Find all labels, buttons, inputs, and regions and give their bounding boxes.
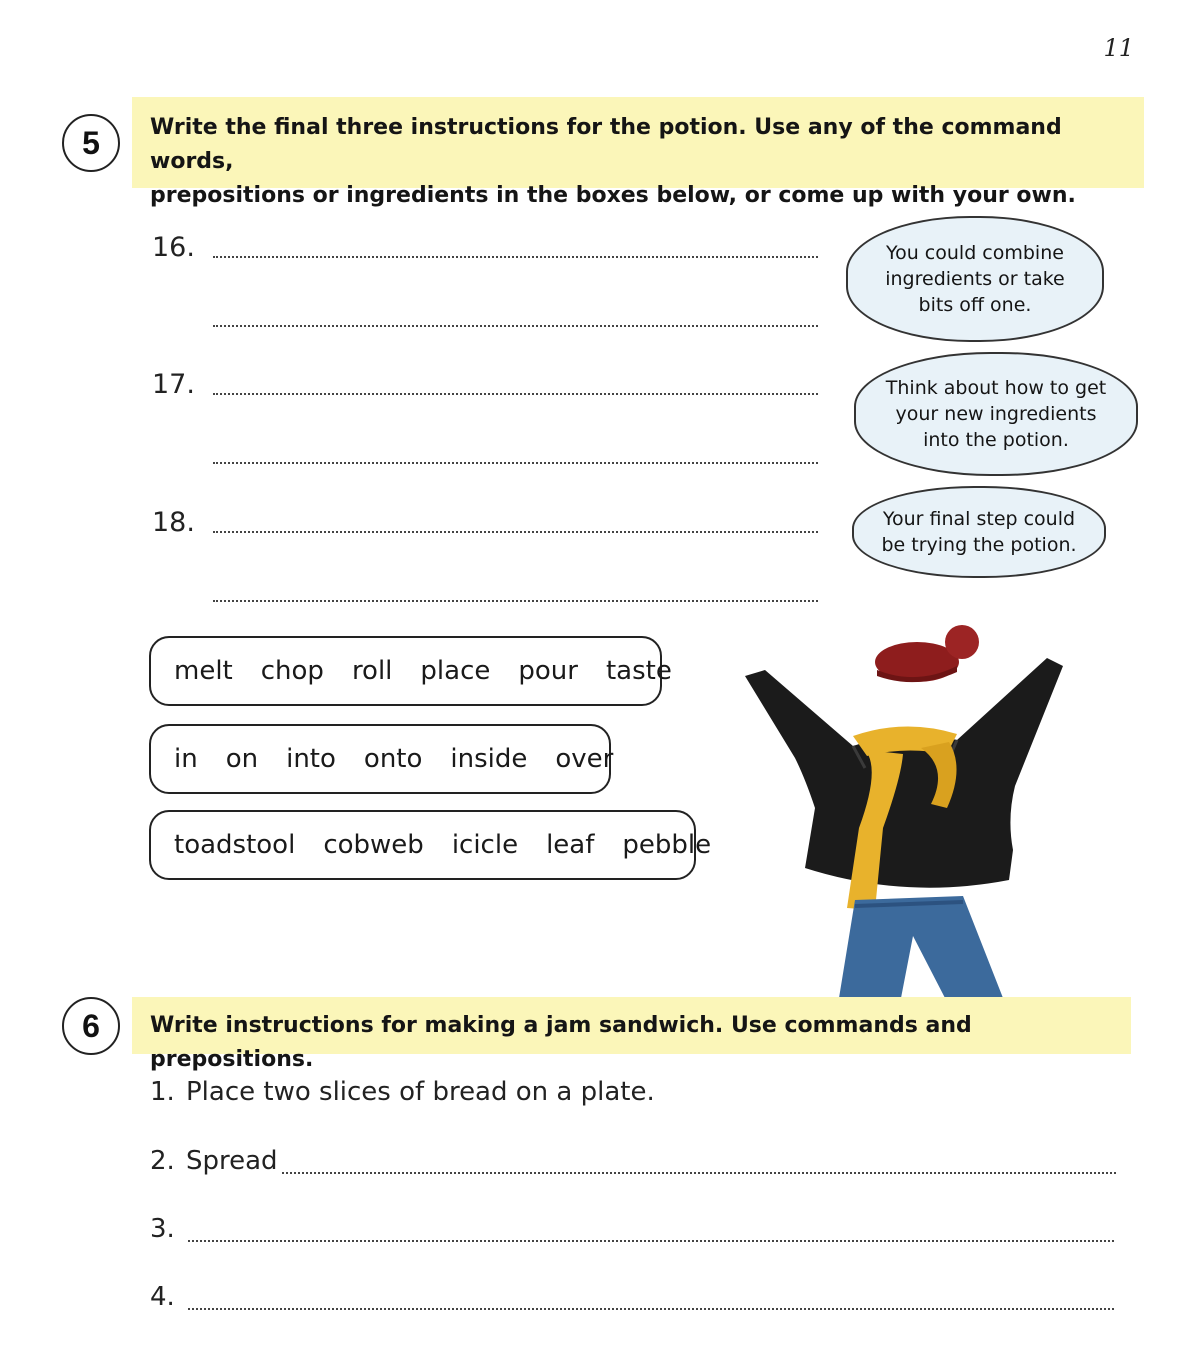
item-number-16: 16. [152, 232, 195, 263]
hint-3-line-2: be trying the potion. [881, 534, 1077, 556]
hint-cloud-3 [852, 486, 1106, 578]
item-number-17: 17. [152, 369, 195, 400]
item-number-18: 18. [152, 507, 195, 538]
word-icicle: icicle [451, 830, 519, 860]
answer-line-18b[interactable] [213, 600, 818, 602]
hat-icon [875, 625, 979, 682]
word-leaf: leaf [546, 830, 595, 860]
answer-line-16a[interactable] [213, 256, 818, 258]
hint-3-line-1: Your final step could [882, 508, 1076, 530]
answer-line-17a[interactable] [213, 393, 818, 395]
hint-1-line-3: bits off one. [918, 294, 1032, 316]
answer-line-16b[interactable] [213, 325, 818, 327]
word-melt: melt [174, 656, 233, 686]
answer-line-17b[interactable] [213, 462, 818, 464]
question-6-number: 6 [62, 997, 120, 1055]
hint-cloud-1 [846, 216, 1104, 342]
step-text-1: Place two slices of bread on a plate. [186, 1077, 655, 1107]
question-5-prompt [132, 97, 1144, 208]
command-words-box [149, 636, 672, 706]
word-onto: onto [363, 744, 423, 774]
jeans-icon [839, 896, 1003, 998]
step-number-4: 4. [150, 1282, 175, 1312]
word-toadstool: toadstool [174, 830, 296, 860]
word-in: in [174, 744, 198, 774]
step-number-1: 1. [150, 1077, 175, 1107]
hint-1-line-2: ingredients or take [885, 268, 1065, 290]
hint-2-line-2: your new ingredients [895, 403, 1097, 425]
hint-2-line-3: into the potion. [923, 429, 1069, 451]
jacket-icon [745, 658, 1063, 888]
hint-1-line-1: You could combine [886, 242, 1064, 264]
step-number-2: 2. [150, 1146, 175, 1176]
answer-line-18a[interactable] [213, 531, 818, 533]
question-6-prompt: Write instructions for making a jam sandwich. Use commands and prepositions. [132, 997, 1131, 1054]
answer-line-step-4[interactable] [188, 1308, 1114, 1310]
question-5-prompt-line-2: prepositions or ingredients in the boxes below, or come up with your own. [150, 183, 1076, 208]
word-roll: roll [351, 656, 393, 686]
headless-child-figure [735, 618, 1075, 998]
step-text-2: Spread [186, 1146, 278, 1176]
word-pour: pour [518, 656, 578, 686]
question-5-prompt-line-1: Write the final three instructions for the potion. Use any of the command words, [150, 115, 1062, 174]
word-pebble: pebble [622, 830, 712, 860]
prepositions-box [149, 724, 614, 794]
word-over: over [555, 744, 614, 774]
answer-line-step-2[interactable] [282, 1172, 1116, 1174]
page-number: 11 [1103, 34, 1134, 62]
word-inside: inside [450, 744, 528, 774]
word-taste: taste [605, 656, 672, 686]
hint-2-line-1: Think about how to get [885, 377, 1107, 399]
answer-line-step-3[interactable] [188, 1240, 1114, 1242]
word-place: place [420, 656, 491, 686]
word-on: on [225, 744, 259, 774]
word-into: into [286, 744, 336, 774]
word-cobweb: cobweb [323, 830, 424, 860]
question-5-number: 5 [62, 114, 120, 172]
ingredients-box [149, 810, 712, 880]
word-chop: chop [260, 656, 324, 686]
step-number-3: 3. [150, 1214, 175, 1244]
hint-cloud-2 [854, 352, 1138, 476]
